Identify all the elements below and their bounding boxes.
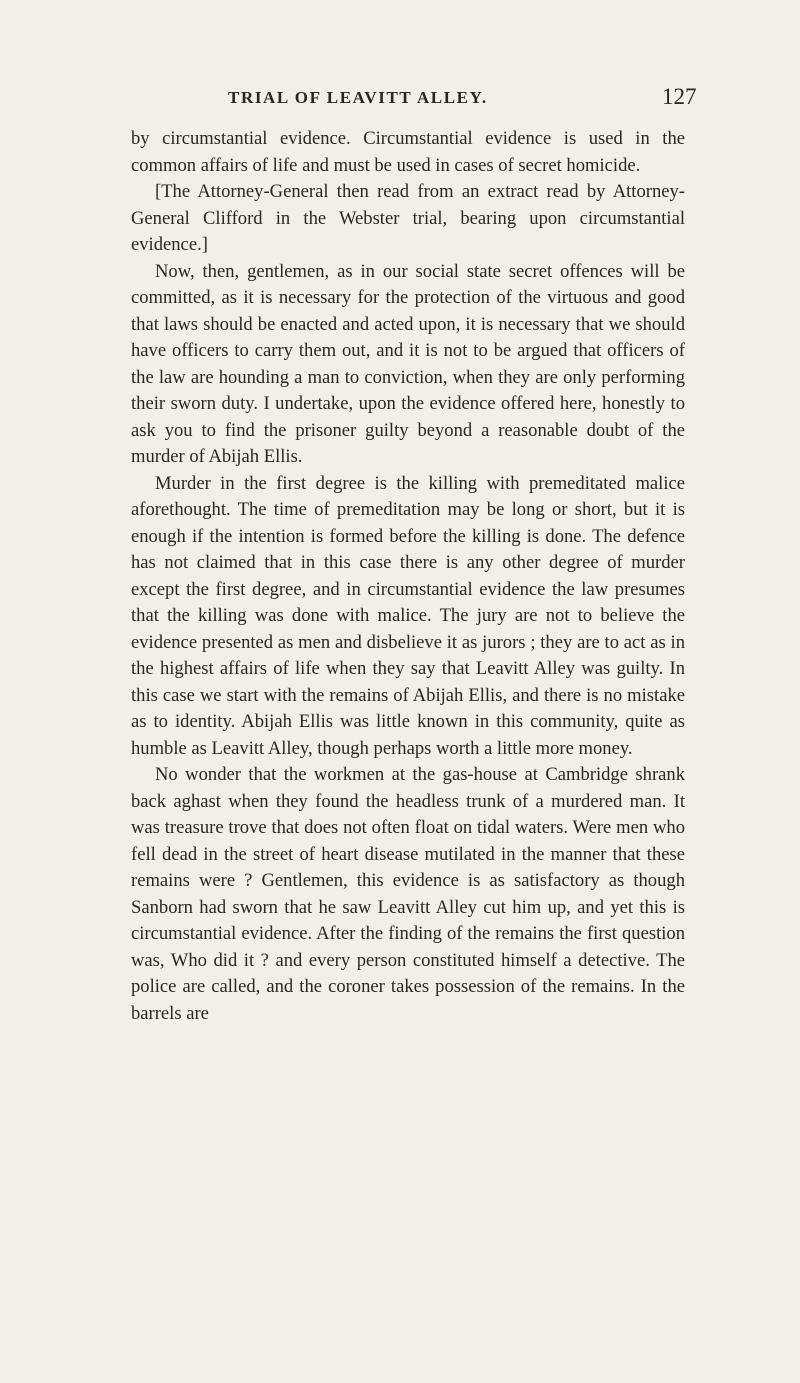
body-text [131, 126, 685, 1027]
page-number: 127 [662, 84, 697, 109]
running-head [0, 84, 800, 118]
paragraph-2: [The Attorney-General then read from an extract read by Attorney-General Clifford in the Webster trial, bearing upon circumstantial evidence.] [131, 181, 685, 255]
paragraph-1: by circumstantial evidence. Circumstantial evidence is used in the common affairs of life and must be used in cases of secret homicide. [131, 128, 685, 176]
paragraph-4: Murder in the first degree is the killing with premeditated malice aforethought. The time of premeditation may be long or short, but it is enough if the intention is formed before the killing is done. The defence has not claimed that in this case there is any other degree of murder except the first degree, and in circumstantial evidence the law presumes that the killing was done with malice. The jury are not to believe the evidence presented as men and disbelieve it as jurors ; they are to act as in the highest affairs of life when they say that Leavitt Alley was guilty. In this case we start with the remains of Abijah Ellis, and there is no mistake as to identity. Abijah Ellis was little known in this community, quite as humble as Leavitt Alley, though perhaps worth a little more money. [131, 472, 685, 759]
paragraph-5: No wonder that the workmen at the gas-house at Cambridge shrank back aghast when they found the headless trunk of a murdered man. It was treasure trove that does not often float on tidal waters. Were men who fell dead in the street of heart disease mutilated in the manner that these remains were ? Gentlemen, this evidence is as satisfactory as though Sanborn had sworn that he saw Leavitt Alley cut him up, and yet this is circumstantial evidence. After the finding of the remains the first question was, Who did it ? and every person constituted himself a detective. The police are called, and the coroner takes possession of the remains. In the barrels are [131, 764, 685, 1024]
paragraph-3: Now, then, gentlemen, as in our social state secret offences will be committed, as it is necessary for the protection of the virtuous and good that laws should be enacted and acted upon, it is necessary that we should have officers to carry them out, and it is not to be argued that officers of the law are hounding a man to conviction, when they are only performing their sworn duty. I undertake, upon the evidence offered here, honestly to ask you to find the prisoner guilty beyond a reasonable doubt of the murder of Abijah Ellis. [131, 260, 685, 467]
header-title: TRIAL OF LEAVITT ALLEY. [228, 88, 488, 107]
